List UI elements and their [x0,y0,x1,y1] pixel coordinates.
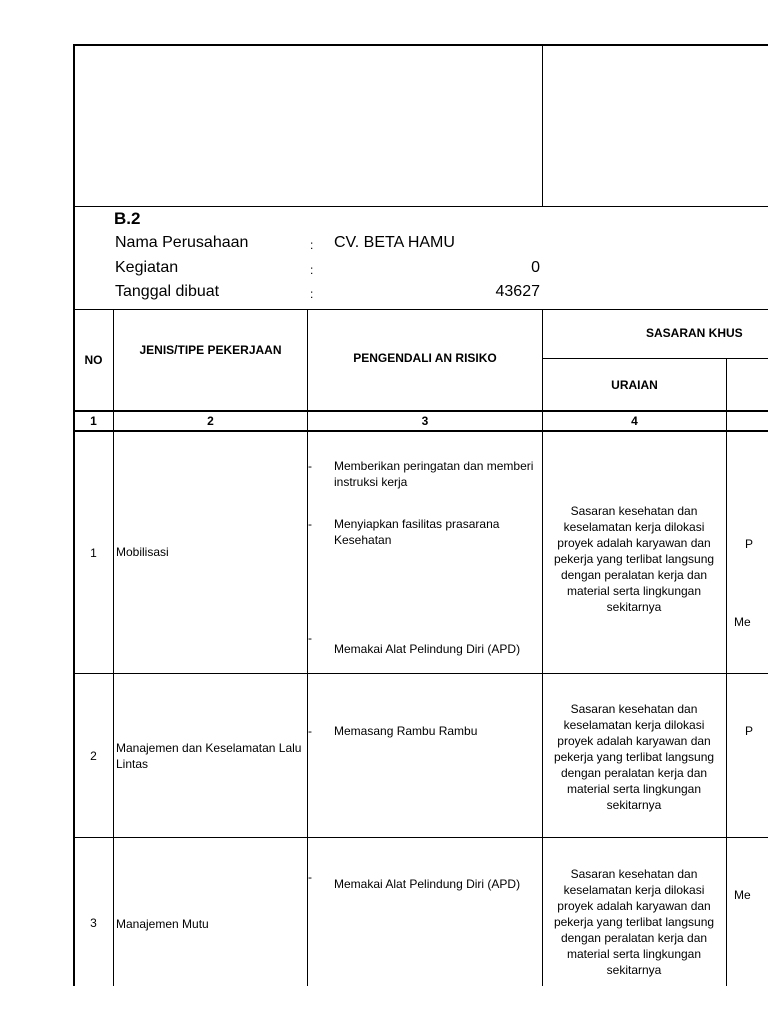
right-fragment: Me [734,888,751,902]
company-label: Nama Perusahaan [115,234,249,251]
job-type: Mobilisasi [116,545,169,559]
form-code: B.2 [114,209,141,228]
activity-value: 0 [531,259,540,276]
date-separator: : [310,287,314,301]
border-top [73,44,768,46]
right-fragment: P [745,724,754,738]
control-bullet: - [308,631,312,645]
col-number-4: 4 [631,414,638,428]
control-bullet: - [308,870,312,884]
control-item: Memakai Alat Pelindung Diri (APD) [334,877,521,891]
job-type: Manajemen Mutu [116,917,209,931]
control-item: Menyiapkan fasilitas prasarana Kesehatan [334,517,500,547]
target-description: Sasaran kesehatan dan keselamatan kerja dilokasi proyek adalah karyawan dan pekerja yang terlibat langsung dengan peralatan kerja dan material serta lingkungan sekitarnya [553,867,715,977]
activity-separator: : [310,263,314,277]
col-line-4 [726,358,727,986]
control-bullet: - [308,724,312,738]
activity-label: Kegiatan [115,259,179,276]
date-value: 43627 [495,283,540,300]
header-description: URAIAN [611,377,658,392]
date-label: Tanggal dibuat [115,283,220,300]
target-description: Sasaran kesehatan dan keselamatan kerja dilokasi proyek adalah karyawan dan pekerja yang terlibat langsung dengan peralatan kerja dan material serta lingkungan sekitarnya [553,504,715,614]
top-box-bottom [73,206,768,207]
control-item: Memasang Rambu Rambu [334,724,478,738]
col-number-2: 2 [207,414,214,428]
target-description: Sasaran kesehatan dan keselamatan kerja dilokasi proyek adalah karyawan dan pekerja yang terlibat langsung dengan peralatan kerja dan material serta lingkungan sekitarnya [553,702,715,812]
col-line-1 [113,309,114,986]
job-type: Manajemen dan Keselamatan Lalu Lintas [116,741,302,771]
control-item: Memakai Alat Pelindung Diri (APD) [334,642,521,656]
control-bullet: - [308,517,312,531]
row2-bottom [73,837,768,838]
company-value: CV. BETA HAMU [334,234,455,251]
top-box-divider [542,44,543,206]
row-number: 1 [90,545,97,560]
col-number-3: 3 [421,414,429,428]
header-no: NO [84,353,103,367]
right-fragment: Me [734,615,751,629]
col-line-3 [542,309,543,986]
header-job-type: JENIS/TIPE PEKERJAAN [139,343,282,357]
header-risk-control: PENGENDALI AN RISIKO [353,351,497,365]
company-separator: : [310,238,314,252]
row-number: 3 [90,916,97,930]
control-item: Memberikan peringatan dan memberi instruksi kerja [334,459,534,489]
col-number-1: 1 [90,414,97,428]
right-fragment: P [745,537,754,551]
row-number: 2 [90,748,97,763]
row1-bottom [73,673,768,674]
header-specific-target: SASARAN KHUS [646,326,743,340]
numbers-bottom-line [73,430,768,432]
header-top-line [73,309,768,310]
control-bullet: - [308,459,312,473]
